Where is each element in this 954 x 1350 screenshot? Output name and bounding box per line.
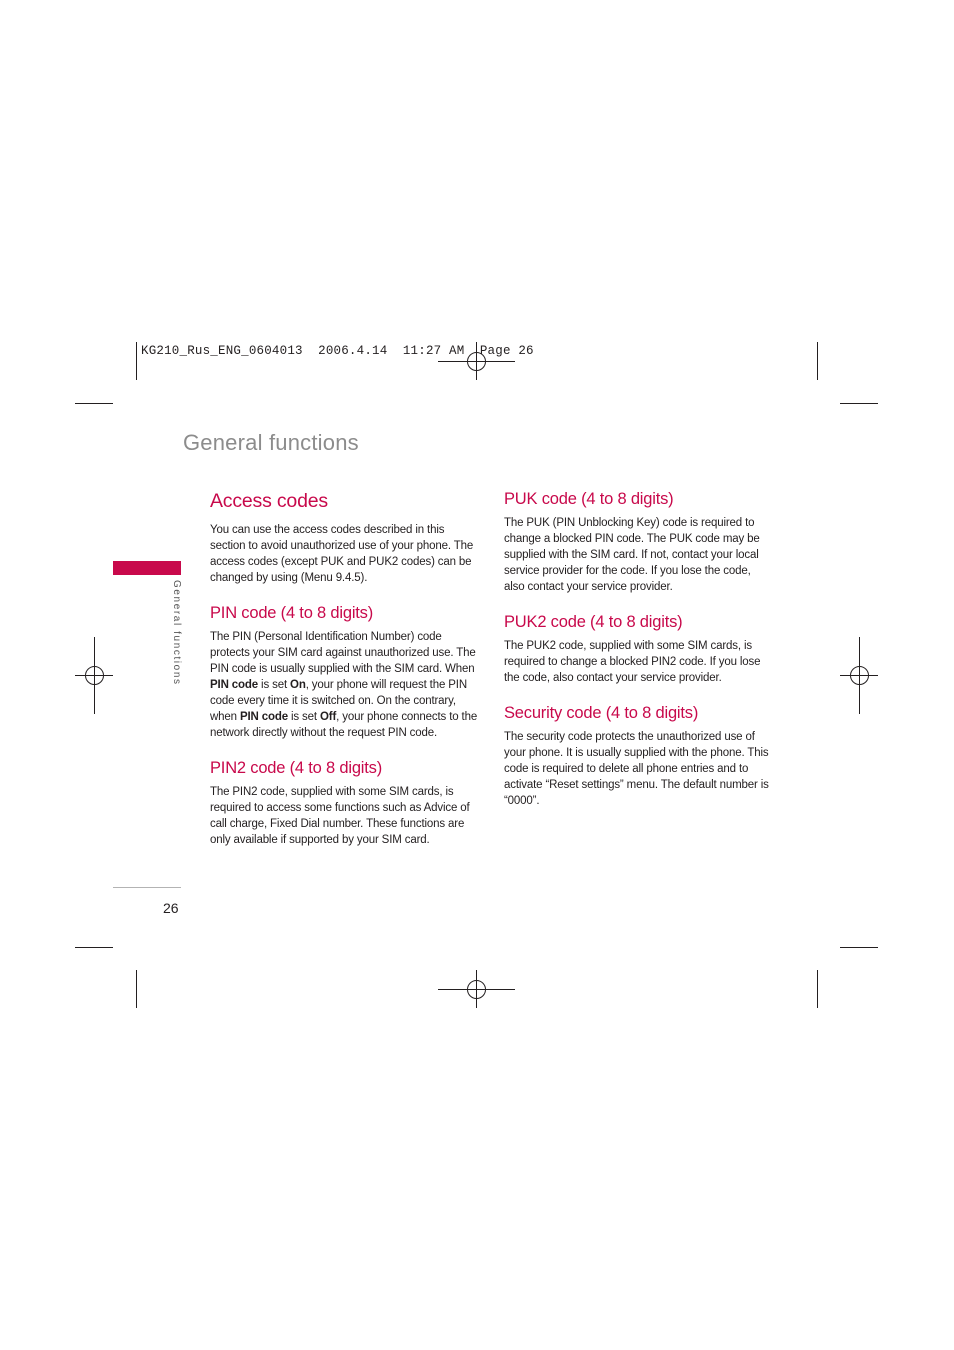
crop-mark-bottom-left-horizontal bbox=[75, 947, 113, 948]
right-column bbox=[504, 490, 772, 827]
page-title: General functions bbox=[183, 430, 359, 455]
page-number: 26 bbox=[163, 900, 179, 916]
pin-code-body: The PIN (Personal Identification Number) code protects your SIM card against unauthorized use. The PIN code is usually supplied with the SIM card. When PIN code is set On, your phone will request the PIN code every time it is switched on. On the contrary, when PIN code is set Off, your phone connects to the network directly without the request PIN code. bbox=[210, 631, 478, 739]
left-column bbox=[210, 490, 478, 866]
crop-mark-top-right-vertical bbox=[817, 342, 818, 380]
bold-term: On bbox=[290, 679, 306, 691]
chapter-side-label: General functions bbox=[171, 580, 182, 686]
pin-code-section bbox=[210, 604, 478, 741]
bold-term: PIN code bbox=[210, 679, 259, 691]
puk2-code-body: The PUK2 code, supplied with some SIM cards, is required to change a blocked PIN2 code. If you lose the code, also contact your service provider. bbox=[504, 640, 761, 684]
security-code-heading: Security code (4 to 8 digits) bbox=[504, 704, 699, 722]
section-heading-access-codes: Access codes bbox=[210, 490, 328, 512]
crop-mark-bottom-right-horizontal bbox=[840, 947, 878, 948]
access-codes-section bbox=[210, 522, 478, 586]
crop-mark-top-left-horizontal bbox=[75, 403, 113, 404]
bold-term: Off bbox=[319, 711, 337, 723]
crop-mark-bottom-right-vertical bbox=[817, 970, 818, 1008]
puk-code-section bbox=[504, 490, 772, 595]
security-code-body: The security code protects the unauthorized use of your phone. It is usually supplied with the phone. This code is required to delete all phone entries and to activate “Reset settings” menu. The default number is “0000”. bbox=[504, 731, 769, 807]
puk-code-body: The PUK (PIN Unblocking Key) code is required to change a blocked PIN code. The PUK code may be supplied with the SIM card. If not, contact your local service provider for the code. If you lose the code, also contact your service provider. bbox=[504, 517, 760, 593]
puk2-code-heading: PUK2 code (4 to 8 digits) bbox=[504, 613, 683, 631]
chapter-tab bbox=[113, 561, 181, 575]
security-code-section bbox=[504, 704, 772, 809]
puk2-code-section bbox=[504, 613, 772, 686]
print-slug: KG210_Rus_ENG_0604013 2006.4.14 11:27 AM Page 26 bbox=[141, 344, 534, 358]
crop-mark-top-left-vertical bbox=[136, 342, 137, 380]
pin2-code-body: The PIN2 code, supplied with some SIM cards, is required to access some functions such as Advice of call charge, Fixed Dial number. These functions are only available if supported by your SIM card. bbox=[210, 786, 470, 846]
puk-code-heading: PUK code (4 to 8 digits) bbox=[504, 490, 674, 508]
pin-code-heading: PIN code (4 to 8 digits) bbox=[210, 604, 374, 622]
bold-term: PIN code bbox=[239, 711, 288, 723]
access-codes-intro: You can use the access codes described in this section to avoid unauthorized use of your phone. The access codes (except PUK and PUK2 codes) can be changed by using (Menu 9.4.5). bbox=[210, 524, 474, 584]
footer-rule bbox=[113, 887, 181, 888]
crop-mark-bottom-left-vertical bbox=[136, 970, 137, 1008]
pin2-code-section bbox=[210, 759, 478, 848]
pin2-code-heading: PIN2 code (4 to 8 digits) bbox=[210, 759, 383, 777]
crop-mark-top-right-horizontal bbox=[840, 403, 878, 404]
